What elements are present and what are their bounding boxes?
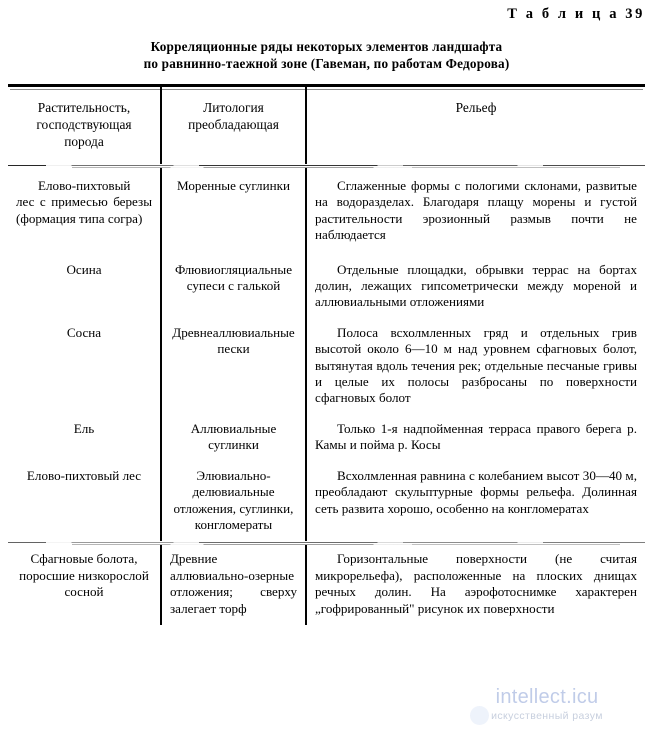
cell-lithology: Аллювиальные суглинки bbox=[160, 415, 305, 462]
table-row bbox=[8, 168, 645, 256]
table-caption bbox=[0, 38, 653, 72]
cell-relief: Сглаженные формы с пологими склонами, развитые на водоразделах. Благодаря плащу морены и густой растительности эрозионный размыв почти не наблюдается bbox=[305, 168, 645, 256]
cell-lithology: Элювиально-делювиальные отложения, суглинки, конгломераты bbox=[160, 462, 305, 542]
cell-relief: Отдельные площадки, обрывки террас на бортах долин, лежащих гипсометрически между мореной и аллювиальными отложениями bbox=[305, 256, 645, 319]
table-row bbox=[8, 256, 645, 319]
table-header-row bbox=[8, 87, 645, 164]
column-header-lithology: Литология преобладающая bbox=[160, 87, 305, 164]
cell-vegetation: Сфагновые болота, поросшие низкорослой сосной bbox=[19, 551, 149, 600]
table-row bbox=[8, 415, 645, 462]
caption-line-2: по равнинно-таежной зоне (Гавеман, по работам Федорова) bbox=[143, 56, 510, 71]
cell-lithology: Древние аллювиально-озерные отложения; сверху залегает торф bbox=[160, 545, 305, 625]
correlation-table bbox=[8, 84, 645, 625]
cell-relief: Горизонтальные поверхности (не считая микрорельефа), расположенные на плоских днищах речных долин. На аэрофотоснимке характерен „гофрированный" рисунок их поверхности bbox=[305, 545, 645, 625]
watermark-sub-text: искусственный разум bbox=[491, 710, 603, 722]
cell-relief: Всхолмленная равнина с колебанием высот 30—40 м, преобладают скульптурные формы рельефа. Долинная сеть развита хорошо, особенно на конгломератах bbox=[305, 462, 645, 542]
table-row bbox=[8, 319, 645, 415]
table-row bbox=[8, 462, 645, 542]
cell-vegetation: Осина bbox=[66, 261, 102, 277]
table-number-label: Т а б л и ц а 39 bbox=[507, 6, 645, 22]
cell-lithology: Флювиогляциальные супеси с галькой bbox=[160, 256, 305, 319]
caption-line-1: Корреляционные ряды некоторых элементов ландшафта bbox=[150, 39, 503, 54]
watermark-dot-icon bbox=[470, 706, 489, 725]
column-header-relief: Рельеф bbox=[305, 87, 645, 164]
cell-vegetation: Елово-пихтовый лес bbox=[26, 467, 142, 483]
column-header-vegetation: Растительность, господствующая порода bbox=[36, 100, 132, 149]
cell-lithology: Древнеаллювиальные пески bbox=[160, 319, 305, 415]
cell-vegetation: Елово-пихтовый лес с примесью березы (формация типа согра) bbox=[16, 178, 152, 226]
cell-relief: Полоса всхолмленных гряд и отдельных грив высотой около 6—10 м над уровнем сфагновых болот, вытянутая вдоль течения рек; отдельные песчаные гривы и целые их полосы разбросаны по поверхности сфагновых болот bbox=[305, 319, 645, 415]
cell-vegetation: Сосна bbox=[66, 324, 102, 340]
cell-lithology: Моренные суглинки bbox=[160, 168, 305, 256]
cell-relief: Только 1-я надпойменная терраса правого берега р. Камы и пойма р. Косы bbox=[305, 415, 645, 462]
watermark-main-text: intellect.icu bbox=[495, 686, 599, 708]
site-watermark bbox=[452, 686, 642, 722]
cell-vegetation: Ель bbox=[73, 420, 95, 436]
table-row bbox=[8, 545, 645, 625]
